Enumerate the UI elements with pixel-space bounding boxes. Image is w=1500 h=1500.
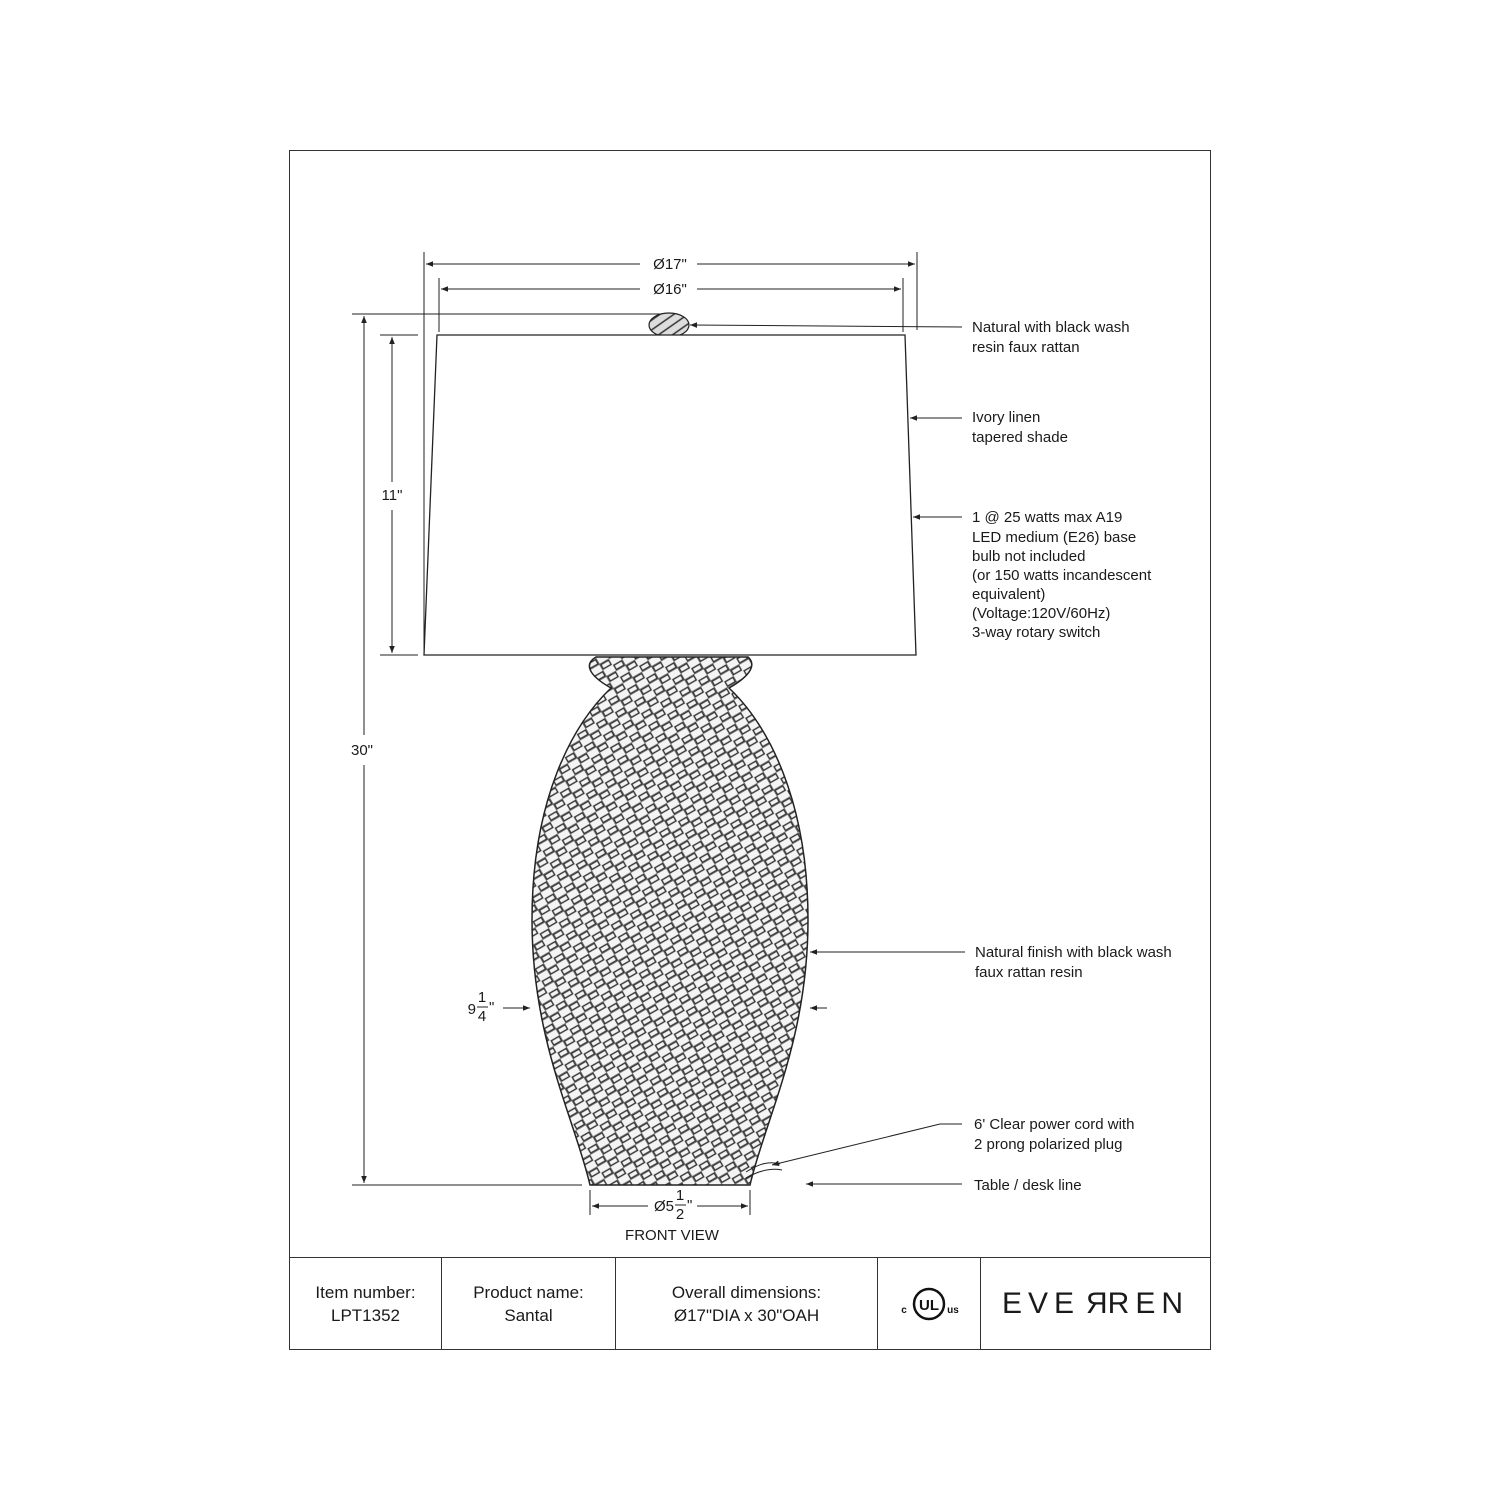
overall-dimensions-label: Overall dimensions: [671,1282,822,1302]
cord-callout: 6' Clear power cord with 2 prong polarized plug [974,1116,1135,1153]
brand-cell [981,1258,1210,1349]
base-width-denominator: 4 [477,1008,487,1025]
cert-cell [878,1258,981,1349]
finial [649,313,689,337]
overall-dimensions-value: Ø17"DIA x 30"OAH [673,1305,820,1325]
title-block [289,1257,1211,1350]
shade-height-dim [380,335,418,655]
product-name-cell [442,1258,616,1349]
foot-dia-numerator: 1 [675,1187,685,1204]
shade-callout: Ivory linen tapered shade [972,409,1068,446]
svg-text:us: us [947,1304,959,1316]
front-view-label: FRONT VIEW [625,1227,719,1244]
item-number-label: Item number: [315,1282,416,1302]
foot-dia-denominator: 2 [675,1206,685,1223]
lamp-shade [424,335,916,655]
lamp-body [532,657,808,1185]
base-width-unit: " [489,999,495,1016]
overall-dimensions-cell [616,1258,878,1349]
foot-diameter-dim [590,1187,750,1223]
svg-text:c: c [901,1304,907,1316]
body-callout: Natural finish with black wash faux rattan resin [975,944,1172,981]
foot-dia-whole: Ø5 [653,1198,674,1215]
finial-callout: Natural with black wash resin faux rattan [972,319,1130,356]
shade-outer-dia-label: Ø17" [653,256,687,273]
item-number-value: LPT1352 [331,1305,400,1325]
brand-logo: EVERREN [1001,1287,1190,1320]
base-width-numerator: 1 [477,989,487,1006]
svg-text:UL: UL [919,1296,939,1314]
foot-dia-unit: " [687,1197,693,1214]
bulb-callout: 1 @ 25 watts max A19 LED medium (E26) base bulb not included (or 150 watts incandescent equivalent) (Voltage:120V/60Hz) 3-way rotary switch [972,509,1152,641]
base-width-whole: 9 [467,1001,476,1018]
table-line-callout: Table / desk line [974,1177,1082,1194]
shade-inner-dia-label: Ø16" [653,281,687,298]
product-name-value: Santal [504,1305,553,1325]
cul-us-certification-icon [896,1287,962,1321]
shade-height-label: 11" [381,487,403,504]
item-number-cell [290,1258,442,1349]
overall-height-label: 30" [350,742,374,759]
product-name-label: Product name: [473,1282,584,1302]
